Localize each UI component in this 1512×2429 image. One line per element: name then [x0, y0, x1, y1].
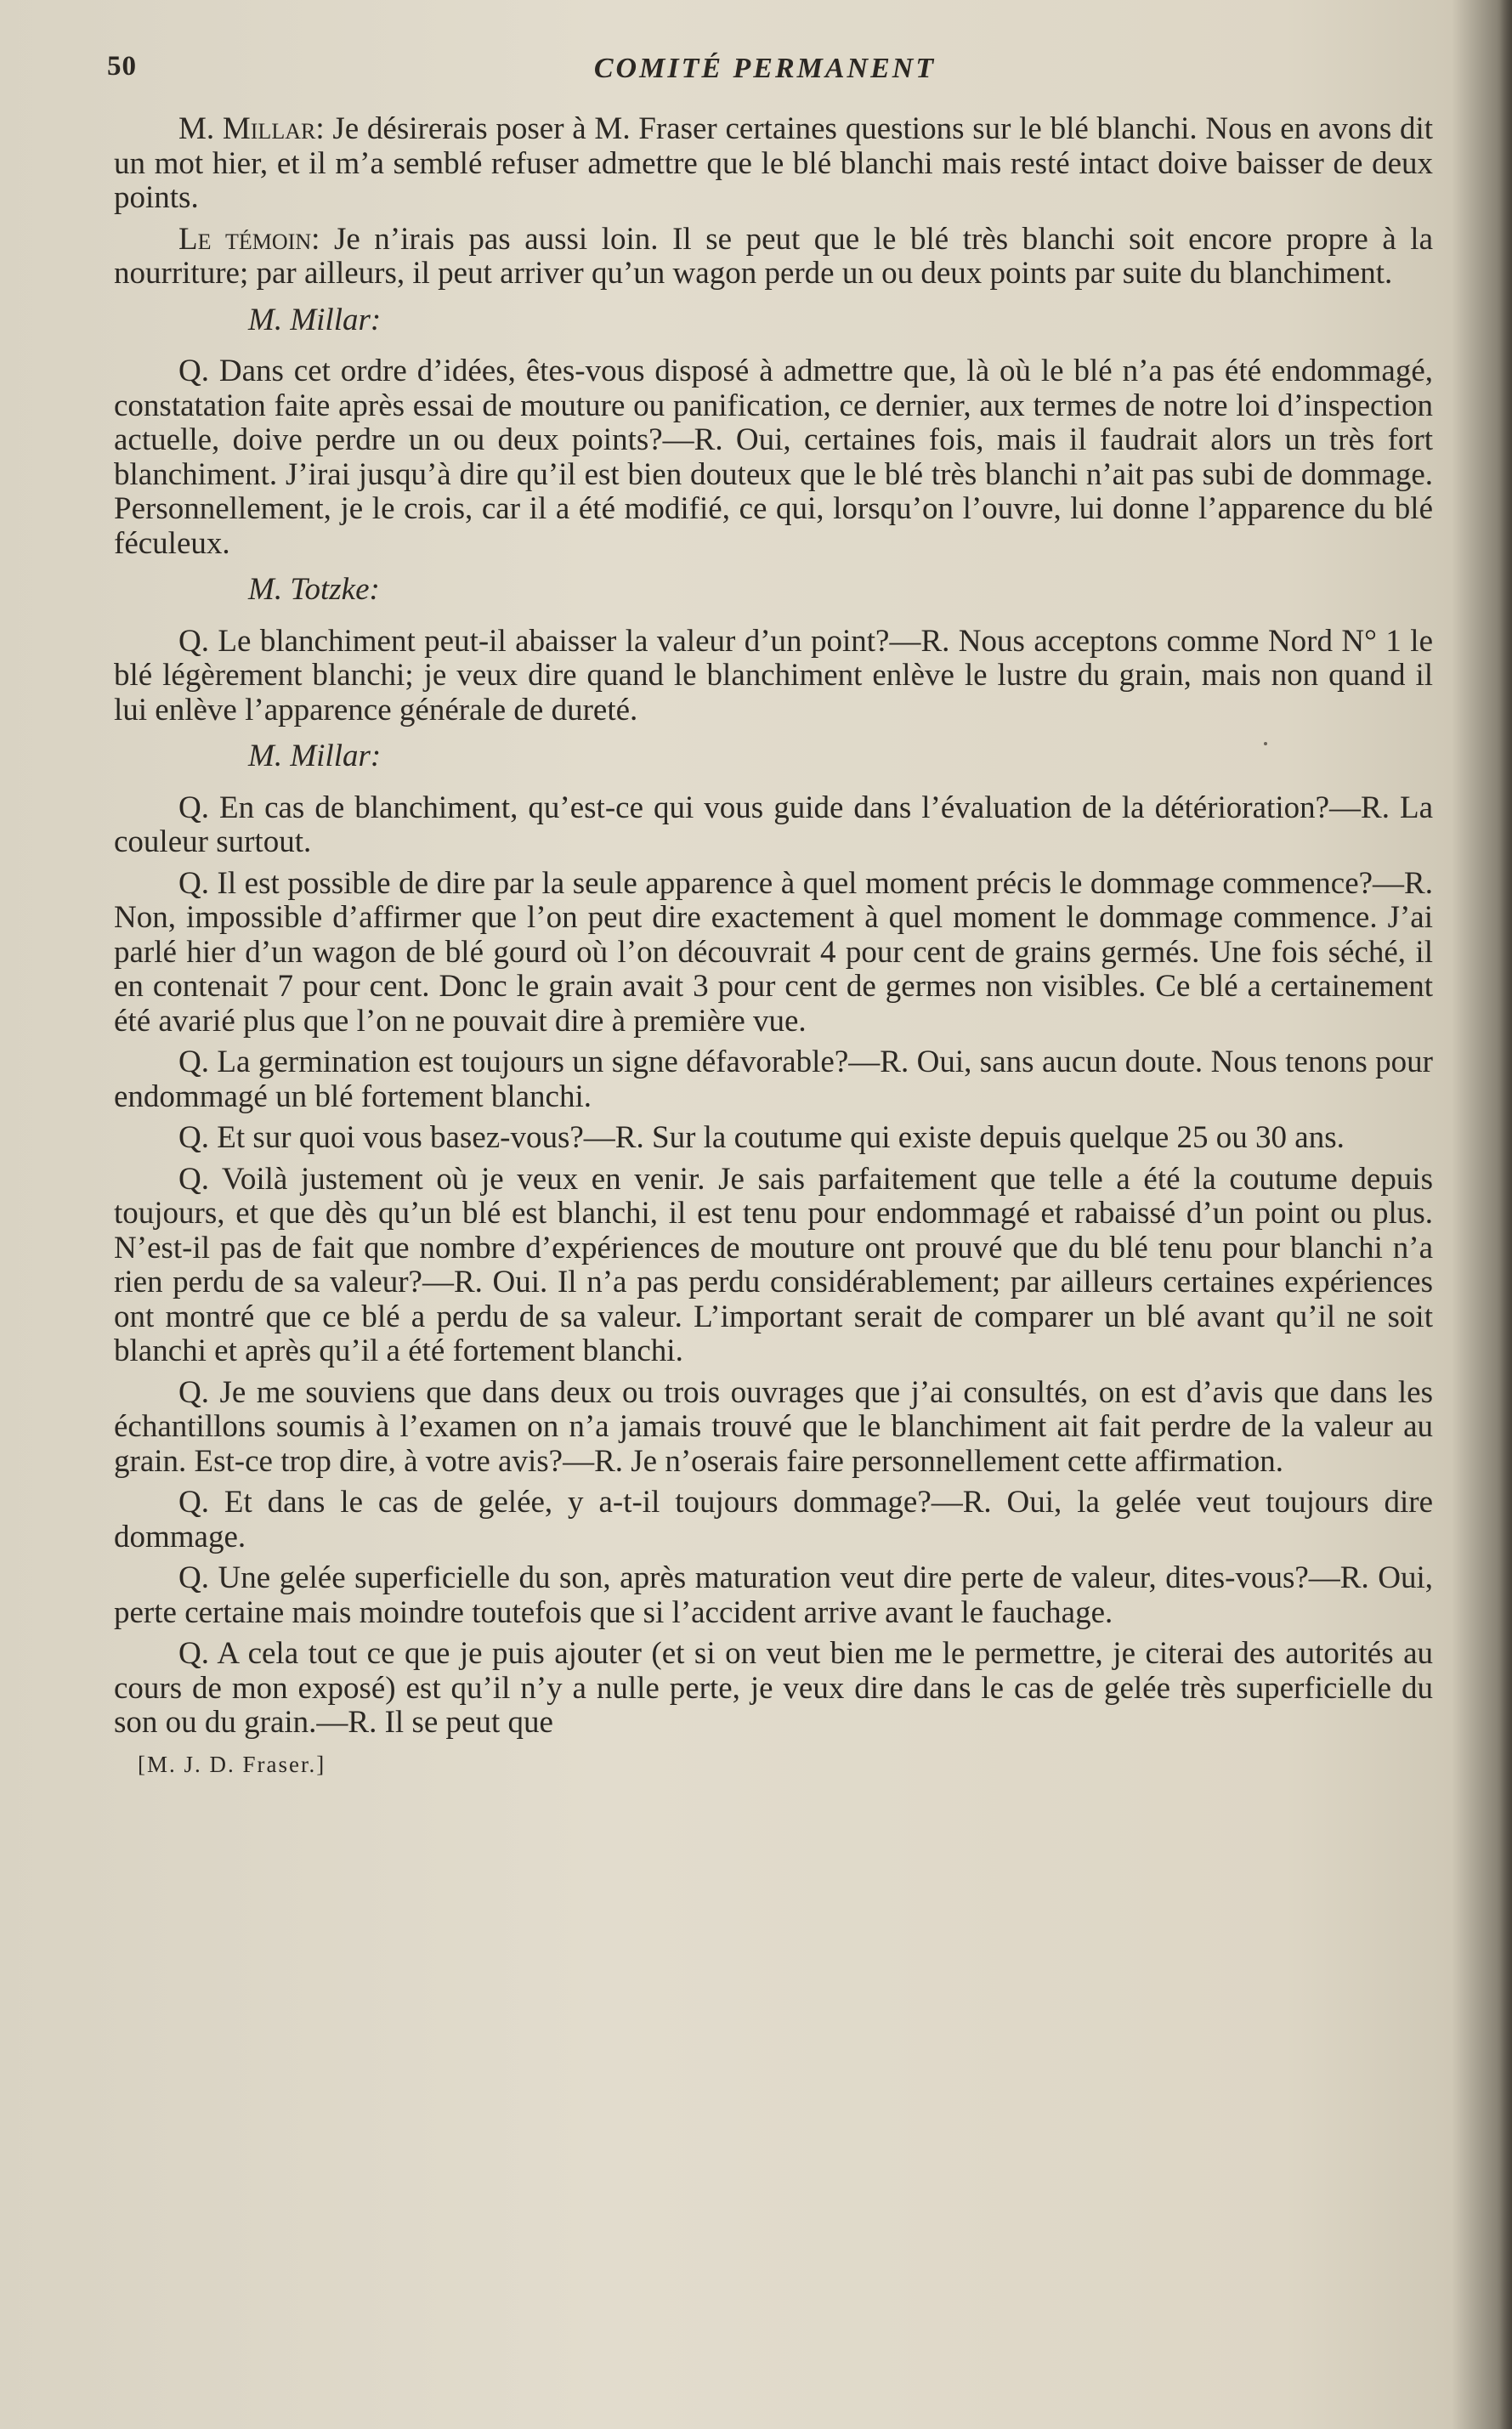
- paragraph-text: Je désirerais poser à M. Fraser certaines questions sur le blé blanchi. Nous en avons dit un mot hier, et il m’a semblé refuser admettre que le blé blanchi mais resté intact doive baisser de deux points.: [114, 111, 1434, 215]
- section-heading: M. Millar:: [248, 739, 382, 773]
- paragraph: Q. Le blanchiment peut-il abaisser la valeur d’un point?—R. Nous acceptons comme Nord N° 1 le blé légèrement blanchi; je veux dire quand le blanchiment enlève le lustre du grain, mais non quand il lui enlève l’apparence générale de dureté.: [114, 623, 1433, 728]
- paragraph: [114, 112, 1433, 216]
- page-header: [102, 46, 1428, 97]
- section-heading: M. Totzke:: [248, 572, 380, 607]
- page-edge-shadow: [1500, 0, 1512, 2429]
- document-body: [114, 112, 1433, 1781]
- paragraph: Q. Et dans le cas de gelée, y a-t-il toujours dommage?—R. Oui, la gelée veut toujours dire dommage.: [114, 1485, 1433, 1554]
- paragraph: Q. Il est possible de dire par la seule apparence à quel moment précis le dommage commence?—R. Non, impossible d’affirmer que l’on peut dire exactement à quel moment le dommage commence. J’ai parlé hier d’un wagon de blé gourd où l’on découvrait 4 pour cent de grains germés. Une fois séché, il en contenait 7 pour cent. Donc le grain avait 3 pour cent de germes non visibles. Ce blé a certainement été avarié plus que l’on ne pouvait dire à première vue.: [114, 865, 1433, 1039]
- paragraph: Q. Une gelée superficielle du son, après maturation veut dire perte de valeur, dites-vous?—R. Oui, perte certaine mais moindre toutefois que si l’accident arrive avant le fauchage.: [114, 1560, 1433, 1630]
- paragraph-text: Je n’irais pas aussi loin. Il se peut que le blé très blanchi soit encore propre à la nourriture; par ailleurs, il peut arriver qu’un wagon perde un ou deux points par suite du blanchiment.: [114, 221, 1434, 291]
- footnote: [M. J. D. Fraser.]: [138, 1751, 326, 1777]
- paragraph: Q. Et sur quoi vous basez-vous?—R. Sur la coutume qui existe depuis quelque 25 ou 30 ans.: [178, 1120, 1345, 1155]
- paragraph: Q. La germination est toujours un signe défavorable?—R. Oui, sans aucun doute. Nous tenons pour endommagé un blé fortement blanchi.: [114, 1045, 1433, 1114]
- paragraph: [114, 223, 1433, 292]
- speaker-label: M. Millar:: [178, 111, 325, 146]
- paragraph: Q. Dans cet ordre d’idées, êtes-vous disposé à admettre que, là où le blé n’a pas été endommagé, constatation faite après essai de mouture ou panification, ce dernier, aux termes de notre loi d’inspection actuelle, doive perdre un ou deux points?—R. Oui, certaines fois, mais il faudrait alors un très fort blanchiment. J’irai jusqu’à dire qu’il est bien douteux que le blé très blanchi n’ait pas subi de dommage. Personnellement, je le crois, car il a été modifié, ce qui, lorsqu’on l’ouvre, lui donne l’apparence du blé féculeux.: [114, 354, 1433, 561]
- page-number: 50: [107, 51, 137, 82]
- section-heading: M. Millar:: [248, 302, 382, 337]
- paragraph: Q. Voilà justement où je veux en venir. Je sais parfaitement que telle a été la coutume depuis toujours, et que dès qu’un blé est blanchi, il est tenu pour endommagé et rabaissé d’un point ou plus. N’est-il pas de fait que nombre d’expériences de mouture ont prouvé que du blé tenu pour blanchi n’a rien perdu de sa valeur?—R. Oui. Il n’a pas perdu considérablement; par ailleurs certaines expériences ont montré que ce blé a perdu de sa valeur. L’important serait de comparer un blé avant qu’il ne soit blanchi et après qu’il a été fortement blanchi.: [114, 1161, 1433, 1368]
- paragraph: Q. A cela tout ce que je puis ajouter (et si on veut bien me le permettre, je citerai des autorités au cours de mon exposé) est qu’il n’y a nulle perte, je veux dire dans le cas de gelée très superficielle du son ou du grain.—R. Il se peut que: [114, 1636, 1433, 1740]
- paragraph: Q. Je me souviens que dans deux ou trois ouvrages que j’ai consultés, on est d’avis que dans les échantillons soumis à l’examen on n’a jamais trouvé que le blanchiment ait fait perdre de la valeur au grain. Est-ce trop dire, à votre avis?—R. Je n’oserais faire personnellement cette affirmation.: [114, 1374, 1433, 1479]
- speaker-label: Le témoin:: [178, 221, 320, 257]
- paragraph: Q. En cas de blanchiment, qu’est-ce qui vous guide dans l’évaluation de la détérioration?—R. La couleur surtout.: [114, 790, 1433, 859]
- running-head: COMITÉ PERMANENT: [593, 53, 937, 84]
